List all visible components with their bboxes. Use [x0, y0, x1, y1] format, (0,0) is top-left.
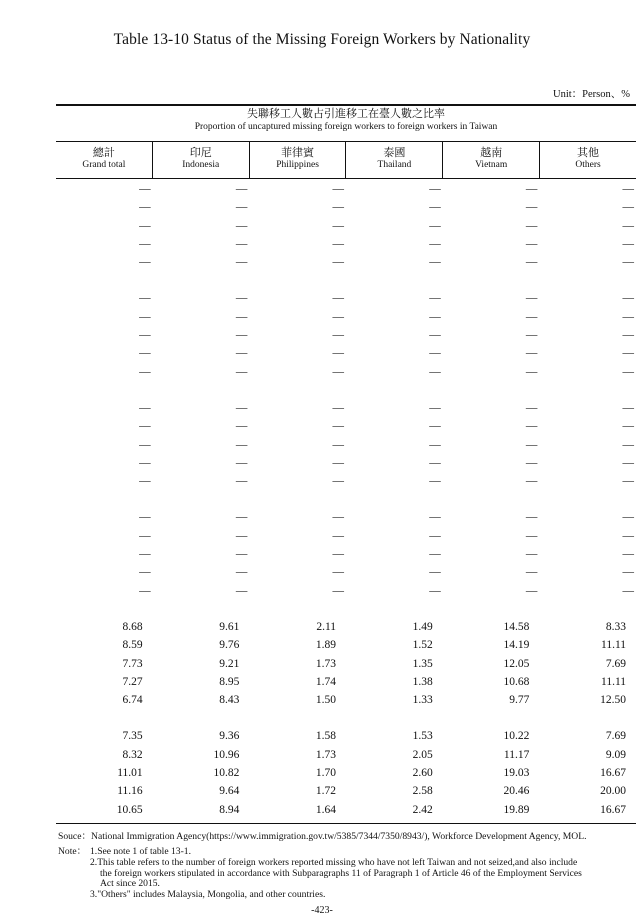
table-row: [56, 655, 636, 673]
table-cell: —: [429, 420, 441, 433]
column-header-en: Thailand: [377, 160, 412, 170]
table-cell: —: [525, 420, 538, 433]
column-header-thailand: [345, 142, 442, 178]
table-cell: 2.05: [412, 748, 433, 761]
note-2-cont: Act since 2015.: [100, 878, 160, 890]
table-row: [56, 508, 636, 526]
table-cell: —: [429, 237, 441, 250]
table-cell: 8.33: [605, 620, 627, 633]
table-cell: —: [235, 566, 248, 579]
table-cell: —: [332, 401, 345, 414]
column-header-en: Indonesia: [182, 160, 220, 170]
table-cell: —: [139, 183, 151, 195]
table-row: [56, 399, 636, 417]
table-cell: 11.16: [117, 785, 143, 798]
table-cell: 9.76: [219, 639, 240, 652]
span-header: [56, 107, 636, 133]
column-header-zh: 其他: [577, 146, 600, 159]
table-cell: 9.21: [219, 657, 240, 670]
note-2-cont: the foreign workers stipulated in accordance with Subparagraphs 11 of Paragraph 1 of Article 46 of the Employment Services: [100, 867, 582, 879]
table-cell: 7.27: [122, 675, 143, 688]
table-cell: —: [332, 347, 345, 360]
table-row: [56, 472, 636, 490]
table-cell: —: [332, 310, 345, 323]
table-cell: —: [525, 529, 538, 542]
column-header-en: Vietnam: [475, 160, 508, 170]
table-cell: —: [429, 584, 441, 597]
table-cell: 20.46: [503, 785, 530, 798]
table-cell: —: [139, 584, 151, 597]
table-cell: 1.72: [315, 785, 337, 798]
table-cell: 20.00: [600, 785, 627, 798]
column-header-zh: 總計: [92, 146, 115, 159]
table-row: [56, 289, 636, 307]
table-row: [56, 253, 636, 271]
table-cell: —: [622, 438, 635, 451]
table-cell: —: [429, 347, 441, 360]
table-cell: 11.11: [601, 675, 627, 688]
table-cell: —: [429, 329, 441, 342]
table-cell: —: [235, 475, 248, 488]
note-2: 2.This table refers to the number of foreign workers reported missing who have not left Taiwan and not seized,and also include: [90, 856, 578, 868]
note-1: 1.See note 1 of table 13-1.: [90, 846, 191, 857]
table-cell: —: [235, 237, 248, 250]
table-row: [56, 217, 636, 235]
table-cell: 16.67: [600, 767, 627, 780]
table-cell: —: [332, 566, 345, 579]
table-cell: —: [622, 183, 635, 195]
table-cell: —: [622, 511, 635, 524]
table-cell: —: [429, 529, 441, 542]
table-cell: 2.58: [412, 785, 433, 798]
column-header-others: [539, 142, 636, 178]
table-cell: —: [332, 420, 345, 433]
notes-label: Note：: [58, 846, 87, 857]
table-cell: 1.74: [315, 675, 337, 688]
table-cell: —: [235, 329, 248, 342]
table-cell: 19.89: [503, 803, 530, 816]
table-cell: —: [139, 256, 151, 269]
table-cell: —: [235, 310, 248, 323]
table-cell: 11.01: [117, 767, 143, 780]
table-cell: 1.49: [412, 620, 433, 633]
table-cell: 1.33: [412, 694, 433, 707]
table-cell: —: [429, 548, 441, 561]
table-cell: —: [525, 292, 538, 305]
table-row: [56, 801, 636, 819]
table-row: [56, 545, 636, 563]
table-cell: 9.77: [509, 694, 530, 707]
table-cell: 2.11: [316, 620, 337, 633]
table-cell: —: [429, 292, 441, 305]
column-header-zh: 泰國: [383, 146, 406, 159]
table-cell: —: [429, 438, 441, 451]
table-cell: —: [429, 456, 441, 469]
table-row: [56, 198, 636, 216]
column-header-vietnam: [442, 142, 539, 178]
table-cell: —: [429, 183, 441, 195]
table-cell: —: [332, 548, 345, 561]
page-title: Table 13-10 Status of the Missing Foreign Workers by Nationality: [113, 31, 531, 48]
table-cell: —: [525, 201, 538, 214]
table-cell: —: [235, 219, 248, 232]
table-cell: 7.35: [122, 730, 143, 743]
table-cell: 1.35: [412, 657, 433, 670]
table-row: [56, 527, 636, 545]
table-cell: —: [235, 420, 248, 433]
table-cell: 10.65: [116, 803, 143, 816]
table-cell: —: [622, 237, 635, 250]
table-cell: —: [525, 237, 538, 250]
table-row: [56, 582, 636, 600]
table-row: [56, 563, 636, 581]
column-header-grand-total: [56, 142, 152, 178]
table-cell: —: [235, 292, 248, 305]
table-cell: —: [332, 456, 345, 469]
table-cell: —: [235, 529, 248, 542]
table-cell: 9.61: [219, 620, 240, 633]
table-row: [56, 673, 636, 691]
table-cell: —: [235, 584, 248, 597]
table-cell: 10.96: [213, 748, 240, 761]
table-row: [56, 691, 636, 709]
page-number: -423-: [311, 905, 333, 916]
table-cell: —: [139, 237, 151, 250]
table-row: [56, 235, 636, 253]
group-spacer: [56, 490, 636, 508]
table-cell: —: [622, 347, 635, 360]
table-cell: 1.73: [315, 657, 337, 670]
table-cell: —: [235, 456, 248, 469]
table-row: [56, 180, 636, 198]
note-3: 3."Others" includes Malaysia, Mongolia, and other countries.: [90, 889, 326, 901]
table-cell: 11.11: [601, 639, 627, 652]
unit-label: Unit：Person、%: [553, 89, 630, 100]
table-cell: 9.09: [605, 748, 627, 761]
table-cell: —: [139, 529, 151, 542]
table-cell: 1.64: [315, 803, 337, 816]
table-cell: 14.19: [503, 639, 530, 652]
table-cell: 12.50: [600, 694, 627, 707]
table-cell: —: [525, 456, 538, 469]
table-cell: —: [332, 475, 345, 488]
table-cell: —: [332, 256, 345, 269]
table-cell: —: [139, 365, 151, 378]
table-cell: —: [622, 256, 635, 269]
table-cell: —: [622, 329, 635, 342]
table-cell: —: [525, 401, 538, 414]
table-cell: —: [139, 310, 151, 323]
table-row: [56, 363, 636, 381]
table-cell: 10.68: [503, 675, 530, 688]
table-cell: —: [332, 237, 345, 250]
table-cell: —: [429, 201, 441, 214]
column-header-zh: 越南: [480, 146, 503, 159]
table-cell: 9.36: [219, 730, 240, 743]
table-cell: —: [525, 347, 538, 360]
table-row: [56, 454, 636, 472]
table-cell: 2.60: [412, 767, 433, 780]
top-rule: [56, 104, 636, 106]
table-cell: —: [139, 475, 151, 488]
header-bottom-rule: [56, 178, 636, 179]
table-cell: —: [525, 310, 538, 323]
table-cell: —: [429, 566, 441, 579]
table-cell: —: [429, 256, 441, 269]
table-cell: —: [235, 438, 248, 451]
span-header-zh: 失聯移工人數占引進移工在臺人數之比率: [247, 107, 445, 120]
table-cell: —: [139, 511, 151, 524]
table-cell: 16.67: [600, 803, 627, 816]
table-cell: —: [622, 475, 635, 488]
table-cell: —: [622, 456, 635, 469]
table-cell: 19.03: [503, 767, 530, 780]
table-cell: 6.74: [122, 694, 143, 707]
table-cell: 12.05: [503, 657, 530, 670]
table-cell: 1.58: [315, 730, 337, 743]
notes: [58, 847, 638, 901]
table-row: [56, 417, 636, 435]
table-cell: —: [622, 292, 635, 305]
table-cell: —: [429, 310, 441, 323]
table-cell: —: [429, 219, 441, 232]
table-bottom-rule: [56, 823, 636, 824]
table-cell: —: [235, 401, 248, 414]
table-cell: 10.82: [213, 767, 240, 780]
table-cell: —: [525, 438, 538, 451]
table-row: [56, 618, 636, 636]
table-cell: —: [429, 475, 441, 488]
table-row: [56, 436, 636, 454]
table-row: [56, 746, 636, 764]
table-cell: —: [332, 365, 345, 378]
table-cell: —: [525, 329, 538, 342]
table-row: [56, 764, 636, 782]
table-cell: 14.58: [503, 620, 530, 633]
table-cell: —: [622, 365, 635, 378]
column-header-zh: 菲律賓: [281, 146, 315, 159]
table-cell: —: [525, 475, 538, 488]
table-cell: —: [622, 219, 635, 232]
table-cell: —: [139, 329, 151, 342]
column-header-en: Philippines: [276, 160, 319, 170]
table-cell: —: [235, 365, 248, 378]
table-cell: —: [525, 365, 538, 378]
table-cell: —: [622, 584, 635, 597]
table-cell: —: [332, 329, 345, 342]
table-cell: —: [429, 365, 441, 378]
table-cell: —: [139, 548, 151, 561]
table-cell: 8.68: [122, 620, 143, 633]
table-cell: —: [525, 256, 538, 269]
table-cell: —: [429, 401, 441, 414]
column-header-en: Others: [575, 160, 601, 170]
table-cell: —: [332, 201, 345, 214]
table-cell: —: [622, 420, 635, 433]
table-cell: 1.50: [315, 694, 337, 707]
table-cell: —: [332, 438, 345, 451]
table-cell: —: [429, 511, 441, 524]
table-row: [56, 326, 636, 344]
table-cell: —: [622, 401, 635, 414]
table-cell: —: [332, 183, 345, 195]
table-cell: 7.69: [605, 730, 627, 743]
table-cell: —: [139, 219, 151, 232]
table-cell: —: [622, 310, 635, 323]
table-row: [56, 727, 636, 745]
table-cell: —: [332, 584, 345, 597]
table-cell: —: [235, 256, 248, 269]
table-cell: 9.64: [219, 785, 240, 798]
column-headers: [56, 142, 636, 178]
table-row: [56, 344, 636, 362]
data-table-body: [56, 180, 636, 819]
table-cell: 1.70: [315, 767, 337, 780]
column-header-indonesia: [152, 142, 249, 178]
column-header-en: Grand total: [82, 160, 126, 170]
table-row: [56, 308, 636, 326]
table-cell: 2.42: [412, 803, 433, 816]
table-cell: 1.52: [412, 639, 433, 652]
table-cell: —: [235, 201, 248, 214]
table-cell: —: [525, 566, 538, 579]
table-cell: —: [525, 511, 538, 524]
table-cell: 1.38: [412, 675, 433, 688]
table-cell: —: [235, 548, 248, 561]
table-cell: —: [139, 201, 151, 214]
table-cell: 7.73: [122, 657, 143, 670]
column-header-zh: 印尼: [189, 146, 212, 159]
source-note: Souce：National Immigration Agency(https://www.immigration.gov.tw/5385/7344/7350/8943/), Workforce Development Agency, MOL.: [58, 831, 587, 842]
table-cell: —: [332, 511, 345, 524]
table-cell: —: [525, 219, 538, 232]
table-cell: —: [139, 438, 151, 451]
table-cell: 1.53: [412, 730, 433, 743]
table-cell: —: [139, 566, 151, 579]
table-row: [56, 782, 636, 800]
table-cell: —: [332, 219, 345, 232]
group-spacer: [56, 381, 636, 399]
group-spacer: [56, 271, 636, 289]
table-cell: —: [139, 401, 151, 414]
table-cell: 1.73: [315, 748, 337, 761]
table-cell: —: [139, 347, 151, 360]
table-cell: —: [525, 584, 538, 597]
group-spacer: [56, 600, 636, 618]
table-cell: —: [622, 566, 635, 579]
table-cell: —: [332, 292, 345, 305]
table-cell: —: [139, 456, 151, 469]
table-row: [56, 636, 636, 654]
table-cell: —: [139, 292, 151, 305]
table-cell: —: [622, 548, 635, 561]
table-cell: —: [622, 201, 635, 214]
table-cell: —: [525, 548, 538, 561]
table-cell: —: [235, 511, 248, 524]
table-cell: —: [525, 183, 538, 195]
group-spacer: [56, 709, 636, 727]
table-cell: —: [235, 183, 248, 195]
span-header-en: Proportion of uncaptured missing foreign workers to foreign workers in Taiwan: [194, 122, 498, 132]
table-cell: —: [235, 347, 248, 360]
table-cell: 8.59: [122, 639, 143, 652]
table-cell: 8.32: [122, 748, 143, 761]
table-cell: —: [332, 529, 345, 542]
table-cell: 10.22: [503, 730, 530, 743]
table-cell: 11.17: [503, 748, 530, 761]
table-cell: 7.69: [605, 657, 627, 670]
table-cell: —: [622, 529, 635, 542]
table-cell: —: [139, 420, 151, 433]
table-cell: 8.43: [219, 694, 240, 707]
column-header-philippines: [249, 142, 346, 178]
table-cell: 8.95: [219, 675, 240, 688]
table-cell: 8.94: [219, 803, 240, 816]
table-cell: 1.89: [315, 639, 337, 652]
